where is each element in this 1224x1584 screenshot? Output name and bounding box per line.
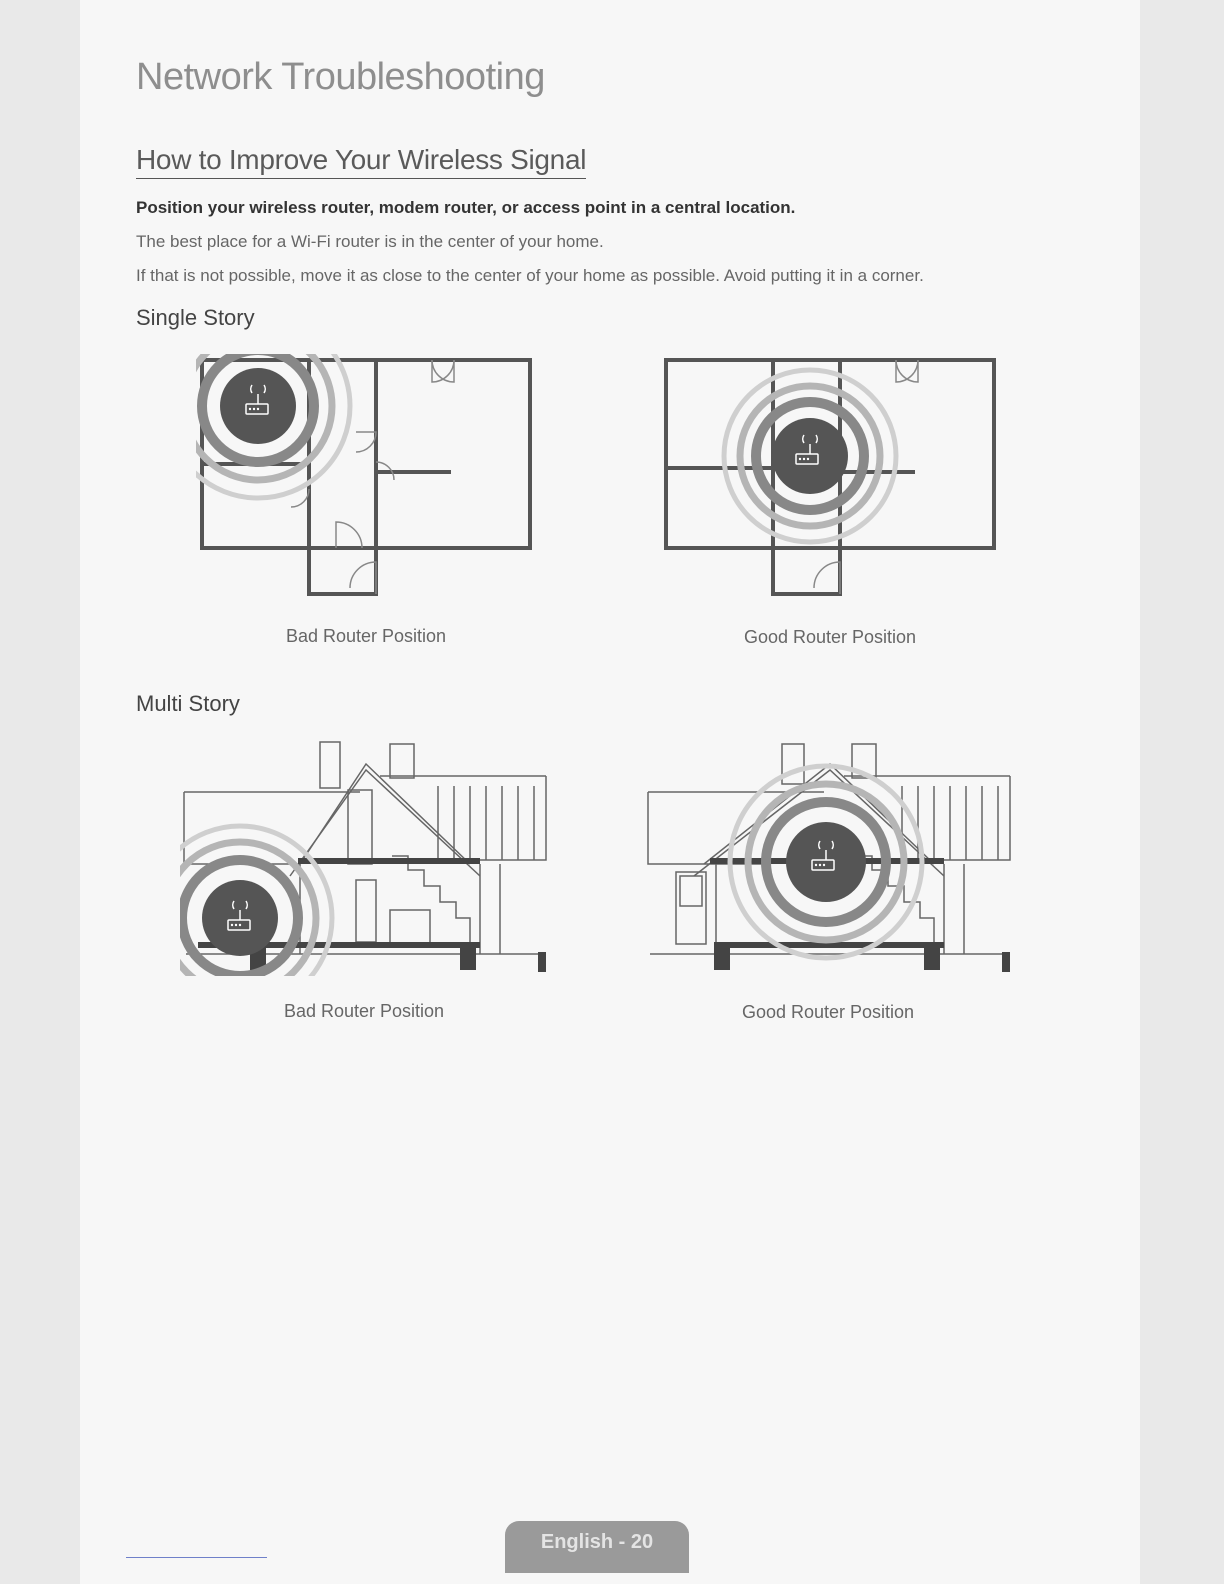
- single-story-heading: Single Story: [136, 305, 255, 330]
- router-icon: [772, 418, 848, 494]
- page-title: Network Troubleshooting: [136, 56, 545, 98]
- multi-good-caption: Good Router Position: [741, 1002, 915, 1022]
- paragraph-1: The best place for a Wi-Fi router is in the center of your home.: [136, 232, 604, 251]
- multi-story-bad-house: [180, 740, 552, 976]
- multi-story-heading: Multi Story: [136, 691, 240, 716]
- multi-story-good-house: [644, 740, 1016, 976]
- single-story-good-floorplan: [660, 354, 1000, 602]
- lead-instruction: Position your wireless router, modem router, or access point in a central location.: [136, 198, 796, 217]
- section-title: How to Improve Your Wireless Signal: [136, 144, 586, 179]
- single-story-bad-floorplan: [196, 354, 536, 602]
- router-icon: [220, 368, 296, 444]
- multi-bad-caption: Bad Router Position: [283, 1001, 445, 1021]
- single-good-caption: Good Router Position: [743, 627, 917, 647]
- page-number-badge: English - 20: [505, 1521, 689, 1573]
- single-bad-caption: Bad Router Position: [285, 626, 447, 646]
- router-icon: [786, 822, 866, 902]
- paragraph-2: If that is not possible, move it as close to the center of your home as possible. Avoid putting it in a corner.: [136, 266, 924, 285]
- footer-rule: [126, 1557, 267, 1558]
